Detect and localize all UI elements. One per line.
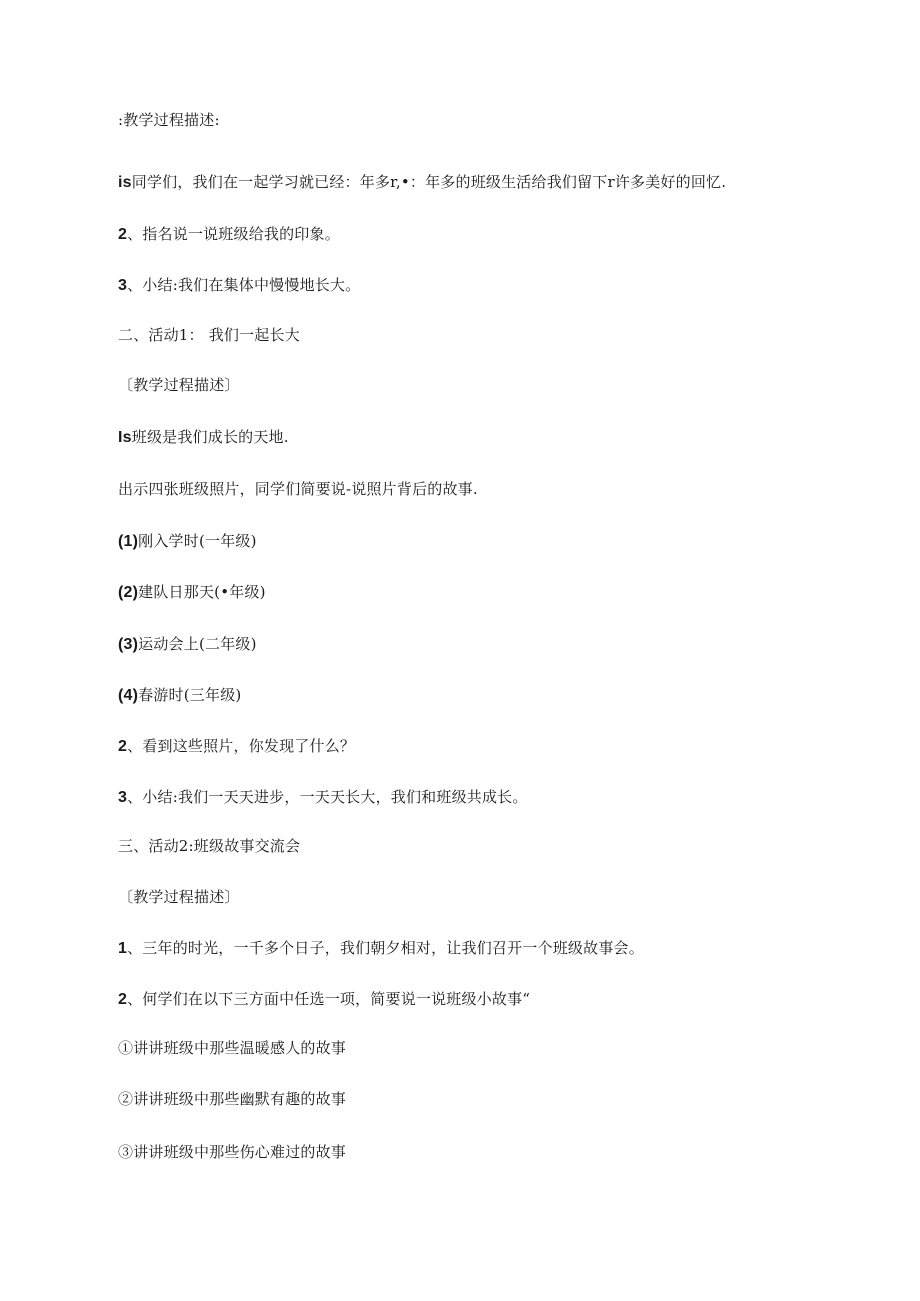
line-text: 二、活动1： 我们一起长大 [118, 326, 300, 344]
list-item-choose-topic [118, 989, 530, 1010]
line-text: 运动会上(二年级) [138, 635, 257, 653]
paragraph-photos [118, 479, 478, 500]
line-text: 班级是我们成长的天地. [131, 428, 289, 446]
line-prefix: 3 [118, 789, 128, 806]
line-text: 出示四张班级照片，同学们简要说-说照片背后的故事. [118, 480, 478, 498]
line-prefix: (3) [118, 636, 139, 653]
line-text: 〔教学过程描述〕 [118, 376, 240, 394]
photo-item-4 [118, 685, 241, 706]
section-heading-process-1 [118, 110, 220, 131]
section-heading-process-3 [118, 887, 240, 908]
line-prefix: 2 [118, 738, 128, 755]
line-text: ②讲讲班级中那些幽默有趣的故事 [118, 1090, 347, 1108]
list-item-discover [118, 736, 355, 757]
line-text: 三、活动2:班级故事交流会 [118, 837, 301, 855]
line-text: 、小结:我们在集体中慢慢地长大。 [127, 276, 361, 294]
line-text: 、何学们在以下三方面中任选一项，简要说一说班级小故事“ [127, 990, 531, 1008]
line-text: 春游时(三年级) [138, 686, 242, 704]
paragraph-class-world [118, 427, 289, 448]
line-text: 〔教学过程描述〕 [118, 888, 240, 906]
line-text: 建队日那天(•年级) [138, 583, 266, 601]
list-item-summary [118, 787, 528, 808]
section-heading-activity-2 [118, 836, 300, 857]
line-prefix: Is [118, 429, 132, 446]
line-prefix: 1 [118, 940, 128, 957]
line-text: 、指名说一说班级给我的印象。 [127, 225, 340, 243]
line-text: :教学过程描述: [118, 111, 220, 129]
line-prefix: (2) [118, 584, 139, 601]
line-text: 、小结:我们一天天进步，一天天长大，我们和班级共成长。 [127, 788, 528, 806]
line-text: ③讲讲班级中那些伤心难过的故事 [118, 1143, 347, 1161]
story-topic-3 [118, 1142, 346, 1163]
photo-item-1 [118, 531, 257, 552]
line-text: 刚入学时(一年级) [138, 532, 257, 550]
line-prefix: 3 [118, 277, 128, 294]
line-prefix: (4) [118, 687, 139, 704]
paragraph-intro [118, 172, 726, 193]
line-text: 、三年的时光，一千多个日子，我们朝夕相对，让我们召开一个班级故事会。 [127, 939, 644, 957]
story-topic-1 [118, 1038, 346, 1059]
line-text: 、看到这些照片，你发现了什么？ [127, 737, 356, 755]
line-prefix: is [118, 174, 132, 191]
story-topic-2 [118, 1089, 346, 1110]
list-item-story-meeting [118, 938, 644, 959]
line-prefix: 2 [118, 226, 128, 243]
section-heading-process-2 [118, 375, 240, 396]
line-prefix: (1) [118, 533, 139, 550]
photo-item-3 [118, 634, 257, 655]
line-text: ①讲讲班级中那些温暖感人的故事 [118, 1039, 347, 1057]
section-heading-activity-1 [118, 325, 300, 346]
line-prefix: 2 [118, 991, 128, 1008]
list-item-3 [118, 275, 360, 296]
line-text: 同学们，我们在一起学习就已经：年多r,•：年多的班级生活给我们留下r许多美好的回忆. [131, 173, 727, 191]
list-item-2 [118, 224, 340, 245]
photo-item-2 [118, 582, 266, 603]
